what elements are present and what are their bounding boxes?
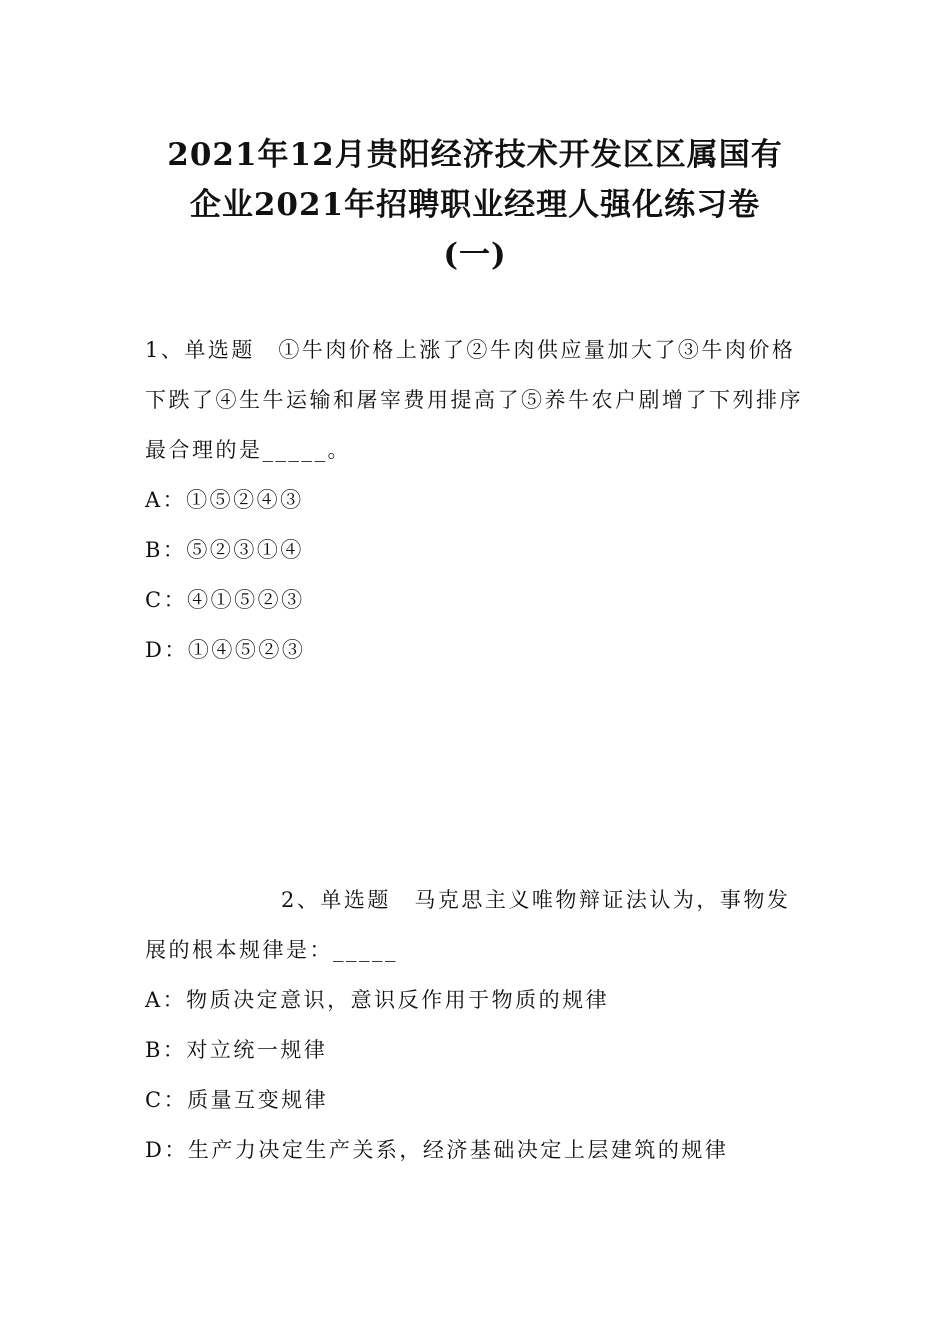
- question-1-option-d: D：①④⑤②③: [145, 638, 306, 662]
- question-1-stem: 1、单选题 ①牛肉价格上涨了②牛肉供应量加大了③牛肉价格下跌了④生牛运输和屠宰费用提高了⑤养牛农户剧增了下列排序最合理的是_____。: [145, 338, 803, 462]
- question-1: [145, 325, 810, 675]
- title-line-1: 2021年12月贵阳经济技术开发区区属国有: [167, 137, 783, 173]
- title-line-3: (一): [443, 237, 507, 273]
- question-1-option-b: B：⑤②③①④: [145, 538, 304, 562]
- question-2-option-b: B：对立统一规律: [145, 1038, 328, 1062]
- question-2-option-a: A：物质决定意识，意识反作用于物质的规律: [145, 988, 610, 1012]
- question-2-option-d: D：生产力决定生产关系，经济基础决定上层建筑的规律: [145, 1138, 729, 1162]
- question-1-option-c: C：④①⑤②③: [145, 588, 305, 612]
- question-2-option-c: C：质量互变规律: [145, 1088, 329, 1112]
- document-title: [110, 130, 840, 280]
- title-line-2: 企业2021年招聘职业经理人强化练习卷: [189, 187, 761, 223]
- question-2-stem: 2、单选题 马克思主义唯物辩证法认为，事物发展的根本规律是：_____: [145, 888, 791, 962]
- question-1-option-a: A：①⑤②④③: [145, 488, 304, 512]
- question-2: [145, 875, 810, 1175]
